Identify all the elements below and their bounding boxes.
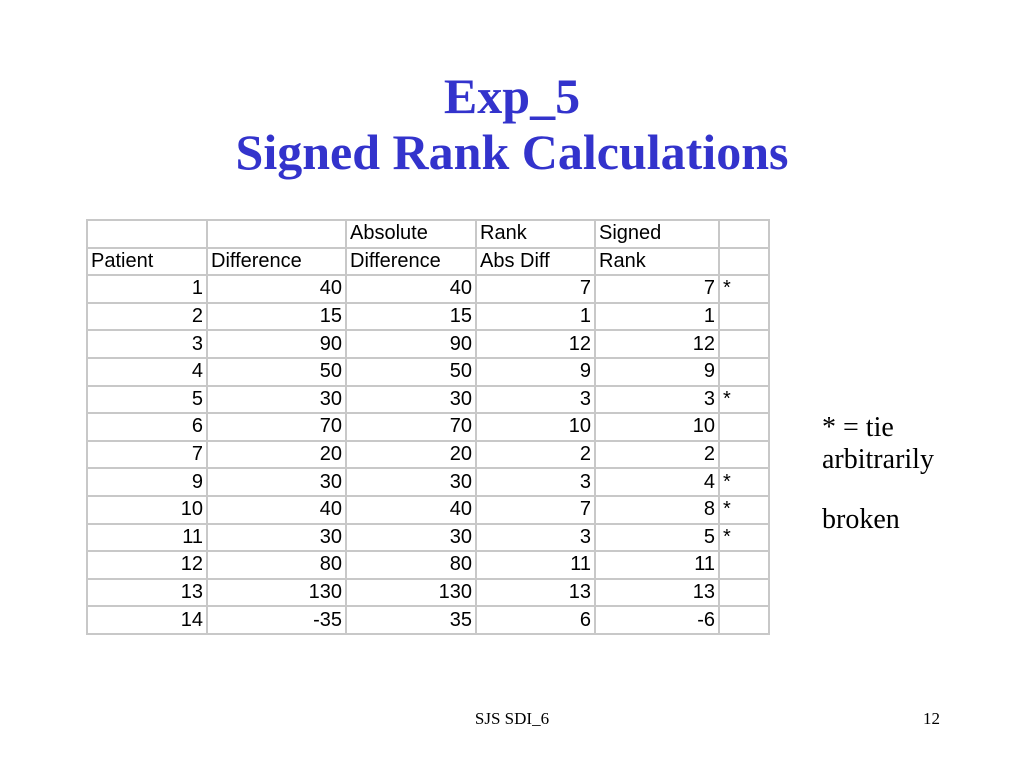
header-cell-tie-mark: [719, 248, 769, 276]
table-row: [87, 551, 769, 579]
cell-tie-mark: [719, 579, 769, 607]
cell-tie-mark: [719, 303, 769, 331]
footer-label: SJS SDI_6: [474, 709, 550, 728]
cell-signed-rank: 1: [595, 303, 719, 331]
cell-difference: 130: [207, 579, 346, 607]
cell-rank-abs-diff: 3: [476, 468, 595, 496]
cell-rank-abs-diff: 3: [476, 386, 595, 414]
tie-note-line-2: arbitrarily: [822, 444, 934, 475]
cell-rank-abs-diff: 12: [476, 330, 595, 358]
cell-absolute-difference: 30: [346, 468, 476, 496]
table-row: [87, 579, 769, 607]
table-row: [87, 606, 769, 634]
cell-difference: -35: [207, 606, 346, 634]
cell-rank-abs-diff: 7: [476, 496, 595, 524]
cell-signed-rank: 13: [595, 579, 719, 607]
cell-tie-mark: [719, 413, 769, 441]
table-row: [87, 524, 769, 552]
cell-tie-mark: *: [719, 275, 769, 303]
cell-rank-abs-diff: 11: [476, 551, 595, 579]
cell-difference: 70: [207, 413, 346, 441]
cell-signed-rank: 7: [595, 275, 719, 303]
cell-tie-mark: *: [719, 468, 769, 496]
table-row: [87, 330, 769, 358]
table-row: [87, 358, 769, 386]
cell-patient: 4: [87, 358, 207, 386]
cell-difference: 40: [207, 496, 346, 524]
cell-patient: 2: [87, 303, 207, 331]
cell-absolute-difference: 80: [346, 551, 476, 579]
cell-difference: 30: [207, 386, 346, 414]
cell-rank-abs-diff: 9: [476, 358, 595, 386]
cell-rank-abs-diff: 10: [476, 413, 595, 441]
cell-difference: 80: [207, 551, 346, 579]
title-line-1: Exp_5: [443, 68, 581, 124]
cell-patient: 10: [87, 496, 207, 524]
title-line-2: Signed Rank Calculations: [235, 124, 789, 180]
table-header-row: [87, 220, 769, 248]
cell-tie-mark: [719, 551, 769, 579]
cell-signed-rank: 10: [595, 413, 719, 441]
header-cell-patient: Patient: [87, 248, 207, 276]
cell-absolute-difference: 20: [346, 441, 476, 469]
cell-signed-rank: -6: [595, 606, 719, 634]
cell-tie-mark: [719, 606, 769, 634]
cell-rank-abs-diff: 7: [476, 275, 595, 303]
cell-absolute-difference: 35: [346, 606, 476, 634]
table-row: [87, 496, 769, 524]
cell-absolute-difference: 40: [346, 496, 476, 524]
table-row: [87, 441, 769, 469]
header-cell-absolute-difference: Absolute: [346, 220, 476, 248]
cell-patient: 5: [87, 386, 207, 414]
cell-absolute-difference: 30: [346, 524, 476, 552]
cell-rank-abs-diff: 13: [476, 579, 595, 607]
header-cell-rank-abs-diff: Abs Diff: [476, 248, 595, 276]
cell-patient: 6: [87, 413, 207, 441]
cell-rank-abs-diff: 2: [476, 441, 595, 469]
table-row: [87, 413, 769, 441]
cell-difference: 20: [207, 441, 346, 469]
cell-patient: 12: [87, 551, 207, 579]
tie-note-line-1: * = tie: [822, 412, 894, 443]
cell-patient: 1: [87, 275, 207, 303]
cell-signed-rank: 11: [595, 551, 719, 579]
cell-absolute-difference: 30: [346, 386, 476, 414]
cell-signed-rank: 2: [595, 441, 719, 469]
cell-absolute-difference: 40: [346, 275, 476, 303]
header-cell-absolute-difference: Difference: [346, 248, 476, 276]
table-row: [87, 303, 769, 331]
page-number: 12: [923, 709, 940, 728]
cell-rank-abs-diff: 1: [476, 303, 595, 331]
cell-absolute-difference: 15: [346, 303, 476, 331]
header-cell-tie-mark: [719, 220, 769, 248]
cell-tie-mark: [719, 330, 769, 358]
cell-patient: 3: [87, 330, 207, 358]
table-row: [87, 386, 769, 414]
cell-difference: 40: [207, 275, 346, 303]
cell-difference: 30: [207, 468, 346, 496]
header-cell-rank-abs-diff: Rank: [476, 220, 595, 248]
cell-absolute-difference: 130: [346, 579, 476, 607]
cell-rank-abs-diff: 3: [476, 524, 595, 552]
table-header-row: [87, 248, 769, 276]
header-cell-patient: [87, 220, 207, 248]
cell-patient: 11: [87, 524, 207, 552]
header-cell-difference: [207, 220, 346, 248]
table-row: [87, 275, 769, 303]
cell-tie-mark: *: [719, 496, 769, 524]
signed-rank-table: [86, 219, 770, 635]
cell-absolute-difference: 90: [346, 330, 476, 358]
cell-signed-rank: 9: [595, 358, 719, 386]
cell-patient: 13: [87, 579, 207, 607]
cell-patient: 14: [87, 606, 207, 634]
cell-patient: 7: [87, 441, 207, 469]
cell-signed-rank: 5: [595, 524, 719, 552]
cell-signed-rank: 4: [595, 468, 719, 496]
cell-signed-rank: 8: [595, 496, 719, 524]
cell-absolute-difference: 70: [346, 413, 476, 441]
cell-difference: 50: [207, 358, 346, 386]
cell-patient: 9: [87, 468, 207, 496]
cell-tie-mark: [719, 441, 769, 469]
header-cell-signed-rank: Rank: [595, 248, 719, 276]
cell-rank-abs-diff: 6: [476, 606, 595, 634]
table-row: [87, 468, 769, 496]
tie-note-line-3: broken: [822, 504, 900, 535]
header-cell-difference: Difference: [207, 248, 346, 276]
tie-note: [822, 412, 1012, 536]
cell-tie-mark: *: [719, 524, 769, 552]
slide-title: [0, 68, 1024, 180]
cell-signed-rank: 3: [595, 386, 719, 414]
cell-absolute-difference: 50: [346, 358, 476, 386]
cell-tie-mark: [719, 358, 769, 386]
cell-difference: 90: [207, 330, 346, 358]
cell-difference: 15: [207, 303, 346, 331]
cell-tie-mark: *: [719, 386, 769, 414]
header-cell-signed-rank: Signed: [595, 220, 719, 248]
cell-signed-rank: 12: [595, 330, 719, 358]
cell-difference: 30: [207, 524, 346, 552]
